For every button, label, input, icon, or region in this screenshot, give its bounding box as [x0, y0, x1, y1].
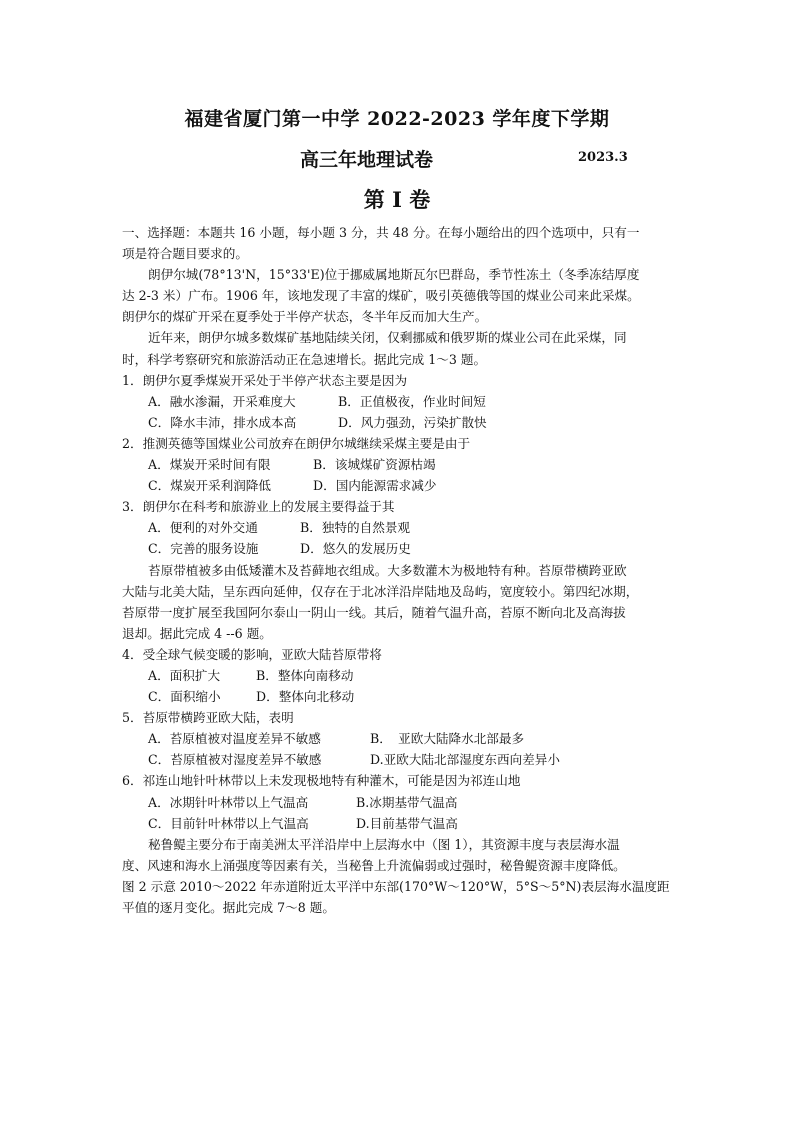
- exam-title: 福建省厦门第一中学 2022-2023 学年度下学期: [184, 108, 610, 130]
- question-2-option-c: C．煤炭开采利润降低: [148, 478, 271, 494]
- passage1-line-5: 时，科学考察研究和旅游活动正在急速增长。据此完成 1～3 题。: [122, 351, 487, 367]
- exam-date: 2023.3: [578, 150, 628, 165]
- question-4-options-row-1: [122, 665, 678, 686]
- question-6-stem: 6．祁连山地针叶林带以上未发现极地特有种灌木，可能是因为祁连山地: [122, 773, 521, 789]
- volume-heading: 第 I 卷: [363, 187, 431, 212]
- passage1-line-1: 朗伊尔城(78°13'N，15°33'E)位于挪威属地斯瓦尔巴群岛，季节性冻土（冬季冻结厚度: [148, 267, 640, 283]
- question-6-options-row-2: [122, 813, 678, 834]
- question-1-option-c: C．降水丰沛，排水成本高: [148, 414, 297, 430]
- question-4-option-a: A．面积扩大: [148, 667, 221, 683]
- question-1-option-a: A．融水渗漏，开采难度大: [148, 393, 296, 409]
- passage2-line-1: 苔原带植被多由低矮灌木及苔藓地衣组成。大多数灌木为极地特有种。苔原带横跨亚欧: [148, 562, 627, 578]
- passage1-line-2: 达 2-3 米）广布。1906 年，该地发现了丰富的煤矿，吸引英德俄等国的煤业公司来此采煤。: [122, 288, 640, 304]
- question-2-option-d: D．国内能源需求减少: [313, 478, 437, 494]
- question-5-option-d: D.亚欧大陆北部湿度东西向差异小: [370, 752, 560, 768]
- question-5-option-b: B． 亚欧大陆降水北部最多: [370, 731, 525, 747]
- question-3-option-b: B．独特的自然景观: [300, 520, 411, 536]
- passage1-line-3: 朗伊尔的煤矿开采在夏季处于半停产状态，冬半年反而加大生产。: [122, 309, 488, 325]
- question-4-option-d: D．整体向北移动: [256, 689, 355, 705]
- question-1-options-row-2: [122, 412, 678, 433]
- exam-subtitle: 高三年地理试卷: [300, 149, 434, 171]
- passage3-line-3: 图 2 示意 2010～2022 年赤道附近太平洋中东部(170°W～120°W，5°S～5°N)表层海水温度距: [122, 878, 670, 894]
- question-3-options-row-2: [122, 538, 678, 559]
- question-6-option-b: B.冰期基带气温高: [356, 794, 458, 810]
- question-4-option-c: C．面积缩小: [148, 689, 221, 705]
- question-5-option-c: C．苔原植被对湿度差异不敏感: [148, 752, 322, 768]
- question-5-options-row-1: [122, 728, 678, 749]
- question-3-option-a: A．便利的对外交通: [148, 520, 258, 536]
- question-1-option-d: D．风力强劲，污染扩散快: [338, 414, 487, 430]
- question-3-option-c: C．完善的服务设施: [148, 541, 259, 557]
- passage2-line-4: 退却。据此完成 4 --6 题。: [122, 625, 272, 641]
- question-5-stem: 5．苔原带横跨亚欧大陆，表明: [122, 710, 294, 726]
- question-6-option-c: C．目前针叶林带以上气温高: [148, 815, 309, 831]
- passage3-line-1: 秘鲁鳀主要分布于南美洲太平洋沿岸中上层海水中（图 1），其资源丰度与表层海水温: [148, 836, 620, 852]
- question-2-options-row-2: [122, 475, 678, 496]
- passage2-line-2: 大陆与北美大陆，呈东西向延伸，仅存在于北冰洋沿岸陆地及岛屿，宽度较小。第四纪冰期，: [122, 583, 639, 599]
- question-1-stem: 1．朗伊尔夏季煤炭开采处于半停产状态主要是因为: [122, 372, 408, 388]
- section-intro-line-1: 一、选择题：本题共 16 小题，每小题 3 分，共 48 分。在每小题给出的四个选项中，只有一: [122, 225, 640, 240]
- question-6-option-a: A．冰期针叶林带以上气温高: [148, 794, 309, 810]
- question-6-option-d: D.目前基带气温高: [356, 815, 458, 831]
- passage3-line-2: 度、风速和海水上涌强度等因素有关，当秘鲁上升流偏弱或过强时，秘鲁鳀资源丰度降低。: [122, 857, 626, 873]
- section-intro-line-2: 项是符合题目要求的。: [122, 246, 248, 262]
- question-4-options-row-2: [122, 686, 678, 707]
- exam-body: [122, 222, 678, 918]
- question-4-option-b: B．整体向南移动: [256, 667, 354, 683]
- question-5-option-a: A．苔原植被对温度差异不敏感: [148, 731, 321, 747]
- question-3-option-d: D．悠久的发展历史: [300, 541, 411, 557]
- question-4-stem: 4．受全球气候变暖的影响，亚欧大陆苔原带将: [122, 646, 382, 662]
- question-2-options-row-1: [122, 454, 678, 475]
- question-6-options-row-1: [122, 792, 678, 813]
- question-3-options-row-1: [122, 517, 678, 538]
- question-3-stem: 3．朗伊尔在科考和旅游业上的发展主要得益于其: [122, 499, 395, 515]
- question-2-option-a: A．煤炭开采时间有限: [148, 457, 271, 473]
- question-1-options-row-1: [122, 391, 678, 412]
- question-1-option-b: B．正值极夜，作业时间短: [338, 393, 486, 409]
- passage3-line-4: 平值的逐月变化。据此完成 7～8 题。: [122, 900, 335, 915]
- question-2-option-b: B．该城煤矿资源枯竭: [313, 457, 436, 473]
- question-2-stem: 2．推测英德等国煤业公司放弃在朗伊尔城继续采煤主要是由于: [122, 435, 471, 451]
- passage2-line-3: 苔原带一度扩展至我国阿尔泰山一阴山一线。其后，随着气温升高，苔原不断向北及高海拔: [122, 604, 626, 620]
- passage1-line-4: 近年来，朗伊尔城多数煤矿基地陆续关闭，仅剩挪威和俄罗斯的煤业公司在此采煤，同: [148, 330, 627, 346]
- question-5-options-row-2: [122, 749, 678, 770]
